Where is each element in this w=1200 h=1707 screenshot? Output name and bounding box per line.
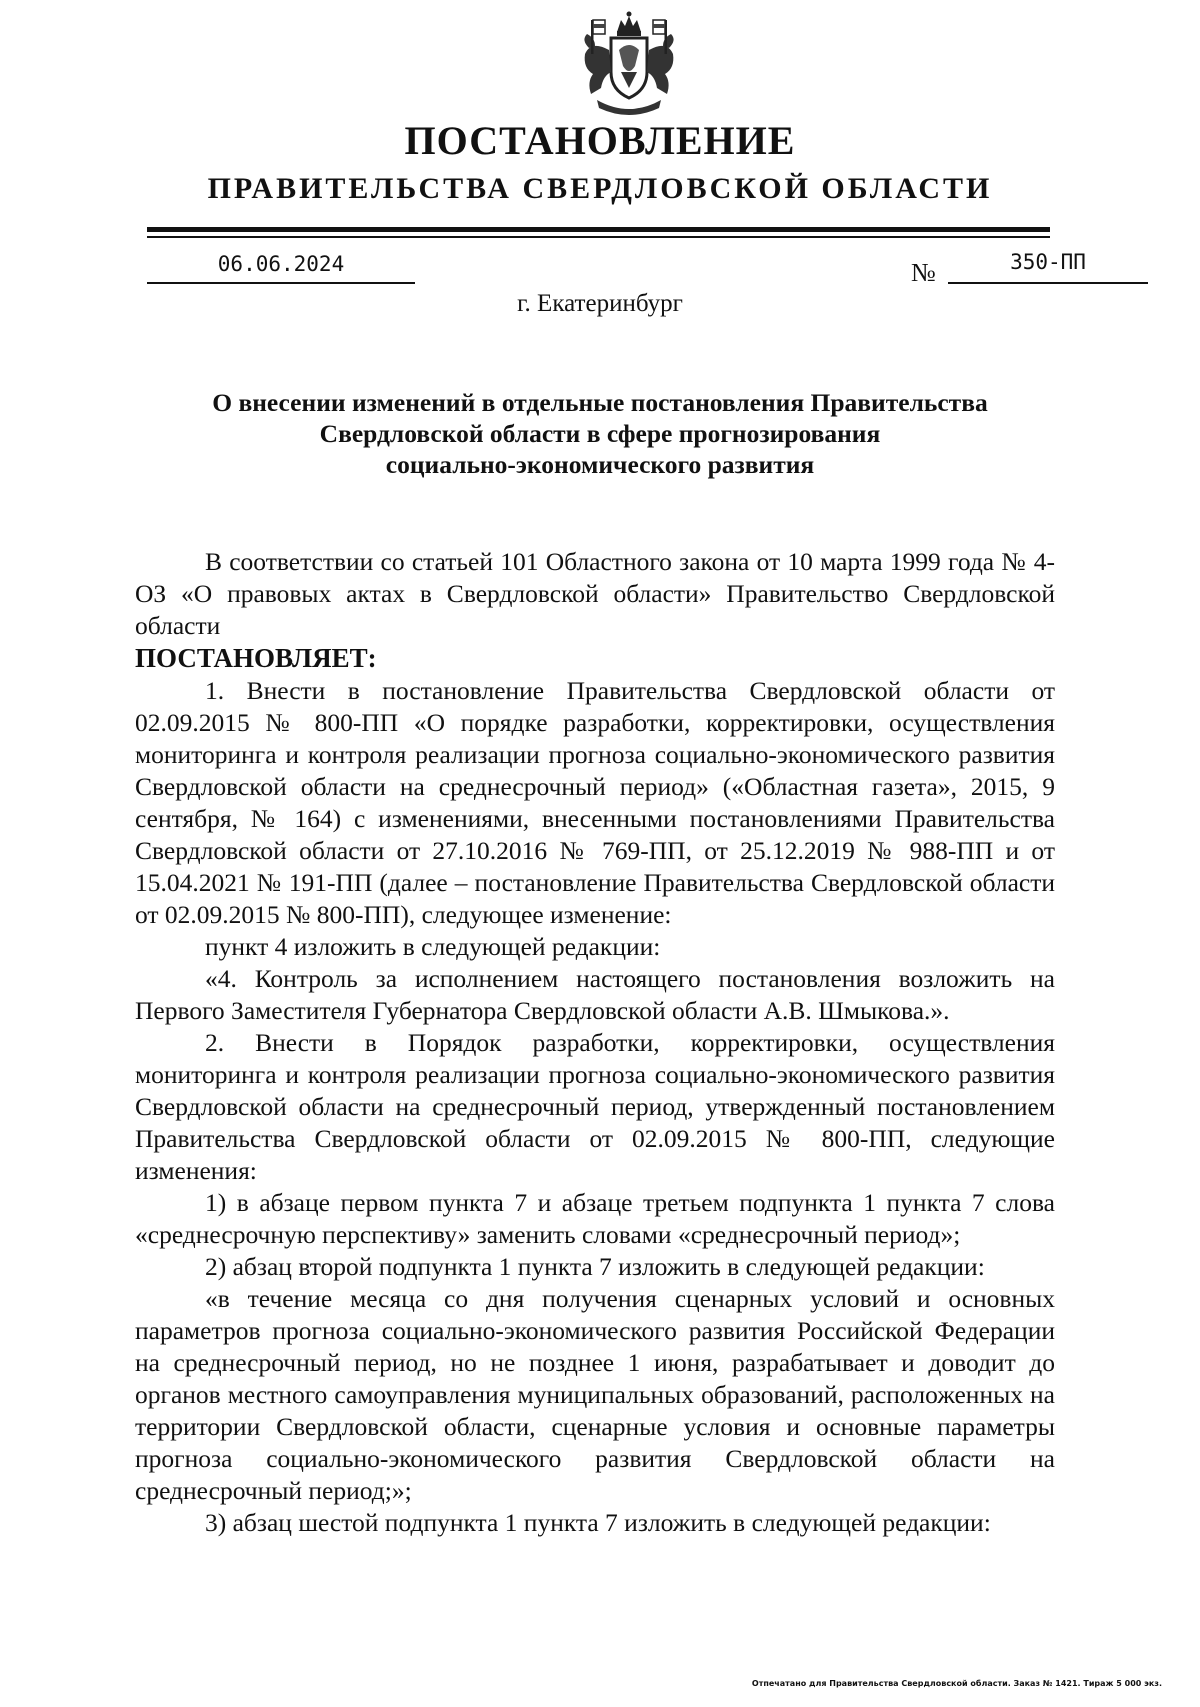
- number-sign: №: [911, 258, 936, 287]
- document-title-line: социально-экономического развития: [385, 450, 815, 479]
- body-paragraph: «в течение месяца со дня получения сценарных условий и основных параметров прогноза социально-экономического развития Российской Федерации на среднесрочный период, но не позднее 1 июня, разрабатывает и доводит до органов местного самоуправления муниципальных образований, расположенных на территории Свердловской области, сценарные условия и основные параметры прогноза социально-экономического развития Свердловской области на среднесрочный период;»;: [135, 1284, 1055, 1505]
- coat-of-arms-icon: [573, 10, 685, 118]
- body-paragraph: 3) абзац шестой подпункта 1 пункта 7 изложить в следующей редакции:: [205, 1508, 991, 1537]
- document-title-line: О внесении изменений в отдельные постановления Правительства: [212, 388, 988, 417]
- body-paragraph: 2. Внести в Порядок разработки, корректировки, осуществления мониторинга и контроля реализации прогноза социально-экономического развития Свердловской области на среднесрочный период, утвержденный постановлением Правительства Свердловской области от 02.09.2015 № 800-ПП, следующие изменения:: [135, 1028, 1055, 1185]
- document-type-heading: ПОСТАНОВЛЕНИЕ: [404, 118, 796, 163]
- document-title-line: Свердловской области в сфере прогнозирования: [319, 419, 881, 448]
- body-paragraph: 2) абзац второй подпункта 1 пункта 7 изложить в следующей редакции:: [205, 1252, 985, 1281]
- issue-city: г. Екатеринбург: [517, 290, 683, 317]
- decree-heading: ПОСТАНОВЛЯЕТ:: [135, 643, 377, 673]
- header-divider-thick: [147, 227, 1050, 232]
- document-body: [135, 546, 1055, 1539]
- preamble-paragraph: В соответствии со статьей 101 Областного закона от 10 марта 1999 года № 4-ОЗ «О правовых актах в Свердловской области» Правительство Свердловской области: [135, 547, 1055, 640]
- body-paragraph: 1) в абзаце первом пункта 7 и абзаце третьем подпункта 1 пункта 7 слова «среднесрочную перспективу» заменить словами «среднесрочный период»;: [135, 1188, 1055, 1249]
- issuer-heading: ПРАВИТЕЛЬСТВА СВЕРДЛОВСКОЙ ОБЛАСТИ: [207, 172, 993, 205]
- document-date: 06.06.2024: [217, 252, 345, 276]
- body-paragraph: пункт 4 изложить в следующей редакции:: [205, 932, 661, 961]
- body-paragraph: «4. Контроль за исполнением настоящего постановления возложить на Первого Заместителя Губернатора Свердловской области А.В. Шмыкова.».: [135, 964, 1055, 1025]
- document-title: [150, 387, 1050, 480]
- number-underline: [948, 282, 1148, 284]
- body-paragraph: 1. Внести в постановление Правительства Свердловской области от 02.09.2015 № 800-ПП «О порядке разработки, корректировки, осуществления мониторинга и контроля реализации прогноза социально-экономического развития Свердловской области на среднесрочный период» («Областная газета», 2015, 9 сентября, № 164) с изменениями, внесенными постановлениями Правительства Свердловской области от 27.10.2016 № 769-ПП, от 25.12.2019 № 988-ПП и от 15.04.2021 № 191-ПП (далее – постановление Правительства Свердловской области от 02.09.2015 № 800-ПП), следующее изменение:: [135, 676, 1055, 929]
- date-underline: [147, 282, 415, 284]
- document-number: 350-ПП: [1010, 250, 1086, 274]
- header-divider-thin: [147, 236, 1050, 238]
- print-footer: Отпечатано для Правительства Свердловской области. Заказ № 1421. Тираж 5 000 экз.: [751, 1679, 1162, 1688]
